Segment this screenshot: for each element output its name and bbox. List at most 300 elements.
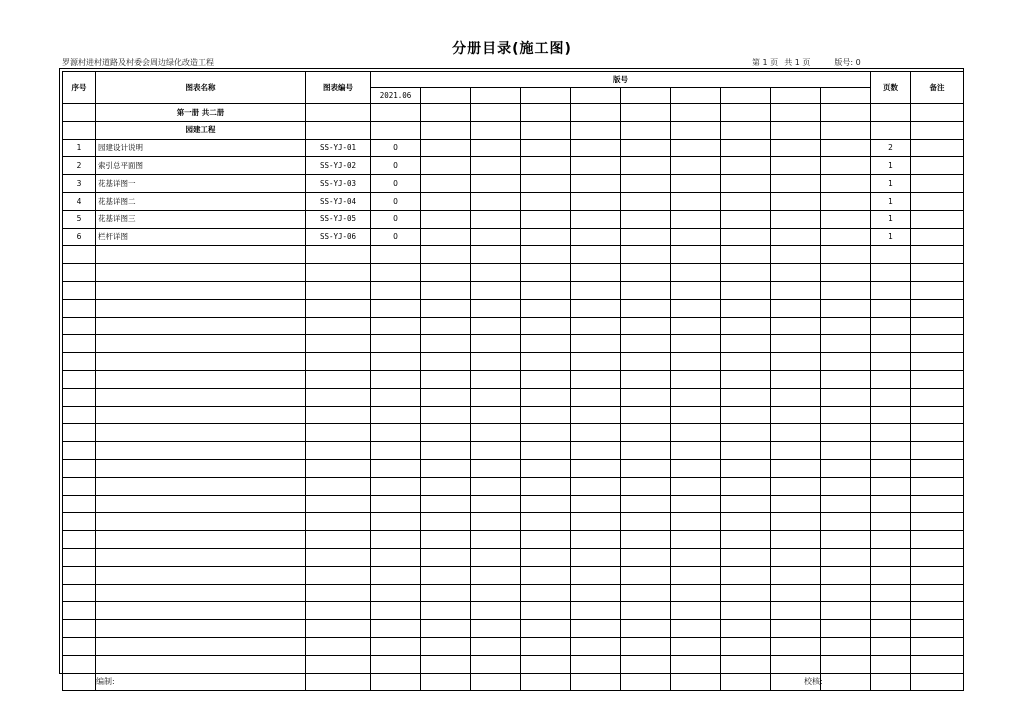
table-cell (721, 388, 771, 406)
table-cell (621, 139, 671, 157)
table-cell (96, 477, 306, 495)
row-code: SS-YJ-05 (306, 210, 371, 228)
table-cell (421, 335, 471, 353)
table-cell (421, 104, 471, 122)
table-cell (371, 620, 421, 638)
table-cell (621, 442, 671, 460)
table-cell (721, 655, 771, 673)
table-cell (911, 655, 964, 673)
table-cell (521, 104, 571, 122)
table-cell (871, 281, 911, 299)
header-name: 图表名称 (96, 72, 306, 104)
table-cell (671, 584, 721, 602)
header-seq: 序号 (63, 72, 96, 104)
table-cell (771, 424, 821, 442)
table-cell (821, 424, 871, 442)
table-cell (471, 459, 521, 477)
table-cell (621, 264, 671, 282)
table-cell (771, 442, 821, 460)
table-cell (621, 566, 671, 584)
row-seq: 1 (63, 139, 96, 157)
table-cell (371, 531, 421, 549)
table-cell (306, 531, 371, 549)
table-cell (571, 477, 621, 495)
table-cell (571, 192, 621, 210)
table-cell (911, 424, 964, 442)
table-cell (521, 228, 571, 246)
table-cell (96, 353, 306, 371)
table-cell (63, 370, 96, 388)
table-cell (671, 620, 721, 638)
table-cell (721, 442, 771, 460)
row-version: 0 (371, 228, 421, 246)
table-cell (871, 477, 911, 495)
table-cell (371, 388, 421, 406)
table-cell (421, 620, 471, 638)
table-cell (571, 602, 621, 620)
table-cell (521, 299, 571, 317)
table-cell (421, 406, 471, 424)
table-cell (721, 175, 771, 193)
table-cell (471, 513, 521, 531)
empty-row (63, 459, 964, 477)
table-cell (471, 192, 521, 210)
empty-row (63, 637, 964, 655)
page-info (752, 57, 867, 68)
table-cell (371, 566, 421, 584)
table-cell (621, 335, 671, 353)
table-cell (521, 353, 571, 371)
row-pages: 2 (871, 139, 911, 157)
table-cell (621, 388, 671, 406)
table-cell (306, 566, 371, 584)
empty-row (63, 388, 964, 406)
table-cell (871, 317, 911, 335)
table-cell (721, 495, 771, 513)
table-cell (371, 495, 421, 513)
header-code: 图表编号 (306, 72, 371, 104)
table-cell (911, 673, 964, 691)
table-cell (621, 157, 671, 175)
table-cell (571, 388, 621, 406)
table-cell (771, 228, 821, 246)
table-cell (771, 246, 821, 264)
table-cell (571, 175, 621, 193)
table-cell (421, 388, 471, 406)
table-cell (911, 264, 964, 282)
version-cell (621, 88, 671, 104)
table-cell (911, 317, 964, 335)
section-row (63, 121, 964, 139)
table-cell (621, 370, 671, 388)
table-cell (821, 673, 871, 691)
table-cell (671, 299, 721, 317)
table-cell (63, 246, 96, 264)
table-cell (471, 210, 521, 228)
table-cell (371, 246, 421, 264)
table-cell (911, 531, 964, 549)
table-cell (471, 531, 521, 549)
version-cell (771, 88, 821, 104)
row-name: 花基详图二 (96, 192, 306, 210)
table-cell (821, 175, 871, 193)
table-cell (871, 531, 911, 549)
table-cell (671, 602, 721, 620)
empty-row (63, 566, 964, 584)
table-cell (96, 495, 306, 513)
table-cell (911, 370, 964, 388)
table-cell (771, 192, 821, 210)
table-cell (721, 139, 771, 157)
table-cell (63, 121, 96, 139)
table-cell (306, 620, 371, 638)
table-cell (871, 566, 911, 584)
table-cell (721, 566, 771, 584)
table-cell (871, 620, 911, 638)
table-cell (471, 477, 521, 495)
table-cell (671, 566, 721, 584)
table-cell (63, 531, 96, 549)
table-cell (63, 104, 96, 122)
table-cell (63, 442, 96, 460)
table-cell (911, 192, 964, 210)
table-cell (911, 175, 964, 193)
table-cell (421, 495, 471, 513)
table-cell (421, 139, 471, 157)
table-cell (471, 602, 521, 620)
table-cell (521, 459, 571, 477)
table-cell (571, 566, 621, 584)
table-cell (621, 353, 671, 371)
empty-row (63, 584, 964, 602)
table-cell (671, 317, 721, 335)
table-cell (571, 459, 621, 477)
table-cell (771, 620, 821, 638)
table-cell (371, 513, 421, 531)
table-cell (771, 281, 821, 299)
table-cell (671, 673, 721, 691)
table-cell (771, 370, 821, 388)
table-cell (911, 548, 964, 566)
table-cell (821, 548, 871, 566)
table-cell (771, 264, 821, 282)
table-cell (421, 121, 471, 139)
table-cell (421, 673, 471, 691)
row-code: SS-YJ-06 (306, 228, 371, 246)
table-cell (471, 566, 521, 584)
table-cell (421, 602, 471, 620)
table-cell (571, 157, 621, 175)
table-cell (671, 139, 721, 157)
table-cell (521, 673, 571, 691)
table-cell (721, 121, 771, 139)
table-cell (471, 584, 521, 602)
table-cell (721, 584, 771, 602)
table-cell (471, 228, 521, 246)
table-cell (471, 121, 521, 139)
table-cell (421, 531, 471, 549)
table-cell (63, 406, 96, 424)
table-cell (306, 406, 371, 424)
table-cell (96, 317, 306, 335)
table-cell (471, 406, 521, 424)
table-cell (621, 548, 671, 566)
table-cell (471, 299, 521, 317)
table-cell (571, 264, 621, 282)
table-cell (671, 495, 721, 513)
table-cell (63, 353, 96, 371)
table-cell (371, 673, 421, 691)
table-cell (306, 513, 371, 531)
table-cell (521, 620, 571, 638)
row-pages: 1 (871, 210, 911, 228)
table-cell (421, 317, 471, 335)
table-row (63, 192, 964, 210)
section-row (63, 104, 964, 122)
table-cell (911, 299, 964, 317)
table-cell (96, 442, 306, 460)
table-cell (371, 353, 421, 371)
version-cell (571, 88, 621, 104)
table-cell (421, 246, 471, 264)
table-cell (871, 655, 911, 673)
table-cell (421, 513, 471, 531)
table-cell (306, 317, 371, 335)
row-version: 0 (371, 192, 421, 210)
table-cell (621, 192, 671, 210)
table-cell (671, 264, 721, 282)
table-cell (771, 121, 821, 139)
empty-row (63, 602, 964, 620)
table-cell (671, 655, 721, 673)
table-cell (771, 388, 821, 406)
table-cell (821, 210, 871, 228)
table-cell (911, 104, 964, 122)
table-cell (821, 317, 871, 335)
table-cell (63, 495, 96, 513)
table-cell (571, 513, 621, 531)
table-cell (621, 602, 671, 620)
table-cell (306, 281, 371, 299)
table-cell (821, 264, 871, 282)
table-cell (771, 406, 821, 424)
table-cell (621, 317, 671, 335)
table-cell (721, 637, 771, 655)
table-cell (671, 121, 721, 139)
version-cell (471, 88, 521, 104)
table-cell (721, 406, 771, 424)
document-title: 分册目录(施工图) (452, 41, 572, 57)
table-cell (671, 424, 721, 442)
table-cell (821, 228, 871, 246)
row-seq: 4 (63, 192, 96, 210)
table-cell (671, 637, 721, 655)
version-label: 版号: 0 (834, 58, 861, 67)
catalog-table (62, 71, 964, 691)
table-cell (306, 602, 371, 620)
table-cell (421, 157, 471, 175)
table-cell (621, 495, 671, 513)
table-cell (821, 335, 871, 353)
table-cell (96, 602, 306, 620)
table-cell (96, 264, 306, 282)
table-cell (521, 121, 571, 139)
table-cell (771, 459, 821, 477)
table-cell (306, 299, 371, 317)
empty-row (63, 655, 964, 673)
table-cell (721, 299, 771, 317)
table-cell (721, 281, 771, 299)
table-cell (911, 442, 964, 460)
table-row (63, 210, 964, 228)
row-seq: 6 (63, 228, 96, 246)
table-cell (571, 531, 621, 549)
table-cell (63, 299, 96, 317)
table-cell (721, 620, 771, 638)
row-pages: 1 (871, 192, 911, 210)
table-cell (471, 157, 521, 175)
table-cell (571, 655, 621, 673)
table-cell (306, 637, 371, 655)
row-code: SS-YJ-02 (306, 157, 371, 175)
table-cell (371, 370, 421, 388)
table-cell (721, 157, 771, 175)
row-name: 栏杆详图 (96, 228, 306, 246)
empty-row (63, 406, 964, 424)
table-cell (96, 459, 306, 477)
row-code: SS-YJ-03 (306, 175, 371, 193)
table-cell (421, 175, 471, 193)
table-cell (521, 442, 571, 460)
table-cell (821, 513, 871, 531)
table-cell (306, 655, 371, 673)
table-cell (821, 566, 871, 584)
table-cell (721, 477, 771, 495)
table-cell (371, 281, 421, 299)
table-cell (96, 566, 306, 584)
version-cell (521, 88, 571, 104)
table-cell (621, 637, 671, 655)
table-cell (821, 406, 871, 424)
table-cell (96, 673, 306, 691)
row-version: 0 (371, 139, 421, 157)
table-cell (96, 335, 306, 353)
table-cell (96, 584, 306, 602)
table-cell (371, 299, 421, 317)
table-cell (821, 655, 871, 673)
table-cell (771, 548, 821, 566)
table-cell (421, 477, 471, 495)
table-cell (521, 281, 571, 299)
table-cell (421, 192, 471, 210)
table-cell (471, 442, 521, 460)
table-cell (571, 281, 621, 299)
table-cell (371, 459, 421, 477)
table-cell (721, 104, 771, 122)
table-cell (721, 459, 771, 477)
table-cell (671, 531, 721, 549)
table-cell (911, 121, 964, 139)
empty-row (63, 246, 964, 264)
table-cell (911, 477, 964, 495)
table-cell (671, 388, 721, 406)
table-cell (871, 459, 911, 477)
table-cell (471, 388, 521, 406)
table-cell (911, 584, 964, 602)
table-cell (671, 442, 721, 460)
table-cell (821, 477, 871, 495)
table-cell (771, 299, 821, 317)
empty-row (63, 495, 964, 513)
table-cell (671, 192, 721, 210)
table-cell (871, 602, 911, 620)
table-cell (521, 388, 571, 406)
table-cell (306, 370, 371, 388)
table-cell (821, 442, 871, 460)
table-cell (571, 139, 621, 157)
table-cell (421, 264, 471, 282)
table-cell (671, 353, 721, 371)
header-row-1 (63, 72, 964, 88)
table-cell (96, 548, 306, 566)
page-total: 共 1 页 (784, 58, 811, 67)
table-cell (371, 477, 421, 495)
table-cell (871, 442, 911, 460)
empty-row (63, 477, 964, 495)
table-cell (821, 637, 871, 655)
table-cell (771, 139, 821, 157)
table-cell (871, 264, 911, 282)
table-cell (621, 121, 671, 139)
table-cell (821, 121, 871, 139)
table-cell (371, 602, 421, 620)
table-cell (721, 210, 771, 228)
table-cell (621, 673, 671, 691)
empty-row (63, 673, 964, 691)
table-cell (671, 335, 721, 353)
table-cell (521, 602, 571, 620)
table-cell (621, 424, 671, 442)
table-cell (671, 175, 721, 193)
table-cell (63, 637, 96, 655)
table-cell (371, 121, 421, 139)
table-cell (521, 655, 571, 673)
table-cell (821, 192, 871, 210)
table-cell (771, 655, 821, 673)
table-row (63, 228, 964, 246)
table-cell (571, 335, 621, 353)
table-cell (421, 210, 471, 228)
table-cell (421, 442, 471, 460)
table-cell (571, 104, 621, 122)
table-cell (571, 495, 621, 513)
table-cell (871, 370, 911, 388)
table-cell (471, 620, 521, 638)
empty-row (63, 264, 964, 282)
row-code: SS-YJ-01 (306, 139, 371, 157)
table-cell (521, 495, 571, 513)
table-cell (771, 104, 821, 122)
table-cell (821, 139, 871, 157)
table-cell (306, 104, 371, 122)
table-cell (521, 513, 571, 531)
table-cell (571, 370, 621, 388)
table-cell (306, 477, 371, 495)
table-cell (621, 175, 671, 193)
table-cell (521, 531, 571, 549)
header-version-first: 2021.06 (371, 88, 421, 104)
table-cell (63, 281, 96, 299)
